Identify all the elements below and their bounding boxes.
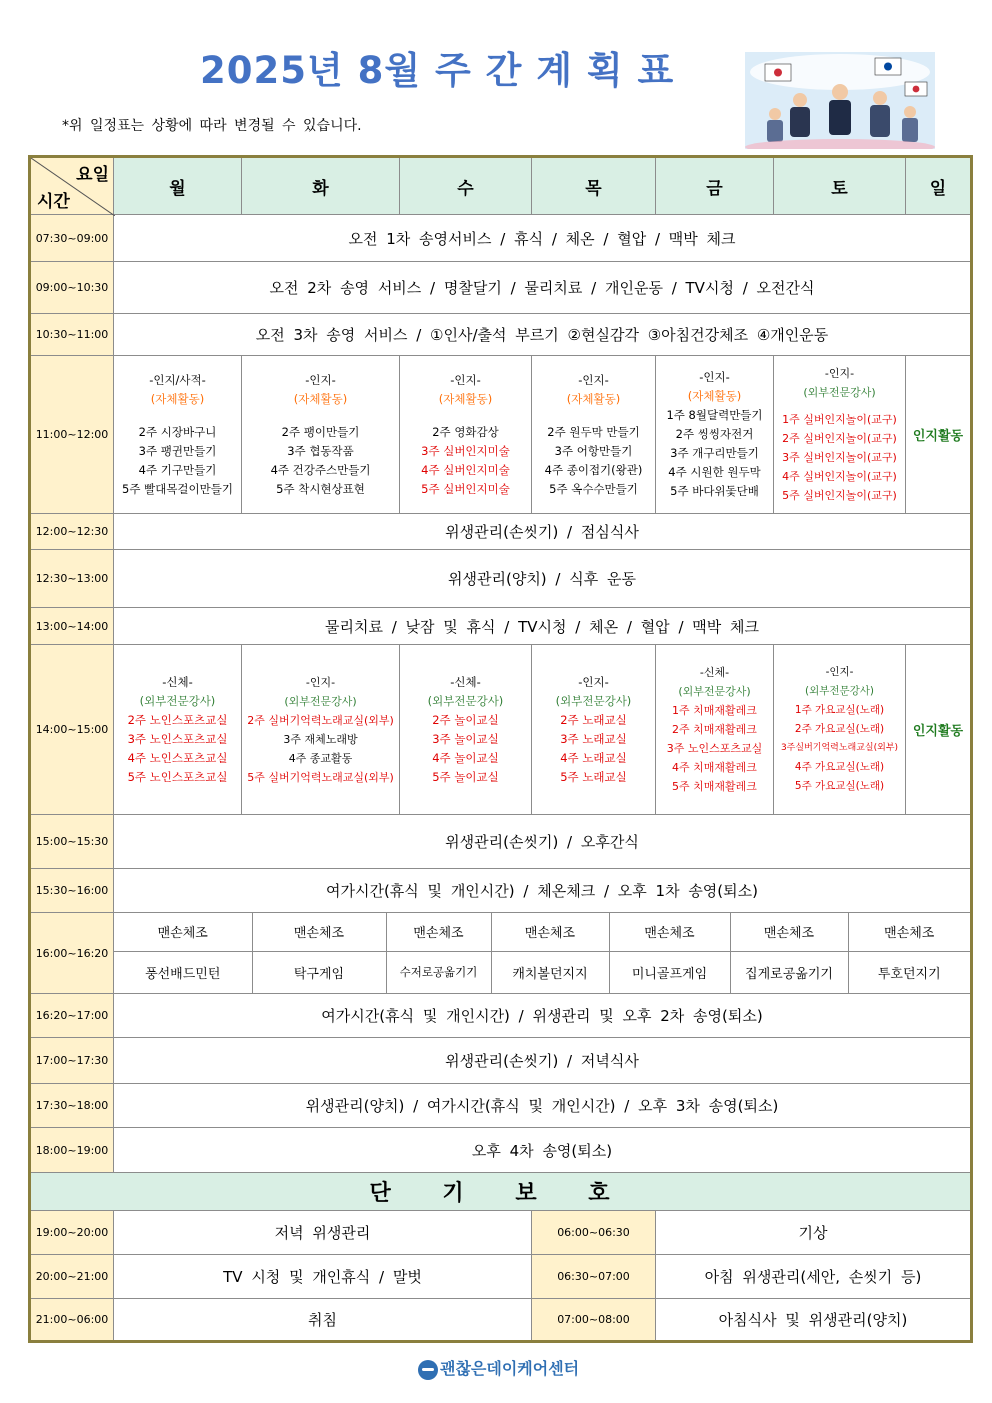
program-item: 4주 실버인지미술: [421, 462, 510, 477]
program-wed-pm: [400, 645, 532, 815]
activity-row: 여가시간(휴식 및 개인시간) / 체온체크 / 오후 1차 송영(퇴소): [114, 869, 972, 913]
program-item: 4주 노래교실: [560, 750, 627, 765]
corner-day-label: 요일: [76, 165, 109, 185]
program-category: -인지-: [305, 372, 336, 387]
program-item: 3주 실버인지놀이(교구): [782, 451, 897, 464]
center-name: 괜찮은데이케어센터: [440, 1359, 580, 1378]
activity-row: 아침식사 및 위생관리(양치): [656, 1299, 972, 1342]
liberation-day-illustration: [745, 52, 935, 149]
activity-row: 저녁 위생관리: [114, 1211, 532, 1255]
program-tue-am: [242, 356, 400, 514]
program-item: 3주 어항만들기: [554, 443, 633, 458]
program-tue-pm: [242, 645, 400, 815]
program-item: 4주 시원한 원두막: [668, 465, 761, 479]
time-slot: 15:00~15:30: [30, 815, 114, 869]
program-item: 4주 기구만들기: [138, 462, 217, 477]
program-item: 2주 영화감상: [432, 424, 499, 439]
program-item: 5주 노인스포츠교실: [127, 769, 228, 784]
program-item: 5주 착시현상표현: [276, 481, 365, 496]
day-mon: 월: [114, 157, 242, 215]
program-wed-am: [400, 356, 532, 514]
program-item: 3주 협동작품: [287, 443, 354, 458]
program-item: 5주 빨대목걸이만들기: [122, 481, 233, 496]
weekly-plan-table: [28, 155, 973, 1343]
time-slot: 07:30~09:00: [30, 215, 114, 262]
time-slot: 17:00~17:30: [30, 1038, 114, 1084]
corner-header: [30, 157, 114, 215]
program-thu-am: [532, 356, 656, 514]
program-item: 1주 8월달력만들기: [666, 408, 763, 422]
program-sat-am: [774, 356, 906, 514]
program-item: 4주 치매재활레크: [672, 761, 757, 774]
program-type: (자체활동): [566, 391, 621, 406]
activity-row: 위생관리(손씻기) / 저녁식사: [114, 1038, 972, 1084]
program-sun-pm: 인지활동: [906, 645, 972, 815]
day-fri: 금: [656, 157, 774, 215]
program-item: 3주 노래교실: [560, 731, 627, 746]
program-item: 5주 가요교실(노래): [794, 780, 885, 792]
program-item: 1주 가요교실(노래): [794, 704, 885, 716]
program-item: 2주 가요교실(노래): [794, 723, 885, 735]
game-item: 탁구게임: [252, 951, 386, 993]
program-item: 1주 실버인지놀이(교구): [782, 413, 897, 426]
program-item: 3주 팽귄만들기: [138, 443, 217, 458]
time-slot: 21:00~06:00: [30, 1299, 114, 1342]
time-slot: 06:30~07:00: [532, 1255, 656, 1299]
activity-row: 물리치료 / 낮잠 및 휴식 / TV시청 / 체온 / 혈압 / 맥박 체크: [114, 608, 972, 645]
program-item: 2주 팽이만들기: [281, 424, 360, 439]
program-item: 3주실버기억력노래교실(외부): [780, 743, 899, 753]
program-item: 4주 실버인지놀이(교구): [782, 470, 897, 483]
exercise-item: 맨손체조: [730, 913, 848, 951]
program-category: -신체-: [162, 674, 193, 689]
time-slot: 18:00~19:00: [30, 1128, 114, 1173]
game-item: 미니골프게임: [609, 951, 730, 993]
game-item: 풍선배드민턴: [114, 951, 252, 993]
game-item: 집게로공옮기기: [730, 951, 848, 993]
time-slot: 12:00~12:30: [30, 514, 114, 550]
activity-row: 오전 2차 송영 서비스 / 명찰달기 / 물리치료 / 개인운동 / TV시청 / 오전간식: [114, 262, 972, 314]
program-fri-pm: [656, 645, 774, 815]
program-item: 5주 바다위돛단배: [670, 484, 759, 498]
program-item: 2주 원두막 만들기: [547, 424, 640, 439]
exercise-item: 맨손체조: [386, 913, 491, 951]
center-logo-icon: [418, 1360, 438, 1380]
program-item: 4주 놀이교실: [432, 750, 499, 765]
activity-row: TV 시청 및 개인휴식 / 말벗: [114, 1255, 532, 1299]
program-type: (자체활동): [687, 389, 742, 403]
program-type: (자체활동): [293, 391, 348, 406]
program-item: 5주 옥수수만들기: [549, 481, 638, 496]
program-item: 2주 놀이교실: [432, 712, 499, 727]
time-slot: 13:00~14:00: [30, 608, 114, 645]
exercise-item: 맨손체조: [609, 913, 730, 951]
program-category: -인지-: [578, 674, 609, 689]
activity-row: 오전 3차 송영 서비스 / ①인사/출석 부르기 ②현실감각 ③아침건강체조 ④개인운동: [114, 314, 972, 356]
program-item: 5주 실버기억력노래교실(외부): [247, 770, 394, 784]
program-sun-am: 인지활동: [906, 356, 972, 514]
program-category: -인지-: [825, 666, 854, 678]
program-item: 3주 노인스포츠교실: [127, 731, 228, 746]
program-category: -인지/사적-: [149, 372, 206, 387]
center-logo: [418, 1356, 579, 1380]
program-category: -인지-: [305, 675, 336, 689]
program-item: 2주 노인스포츠교실: [127, 712, 228, 727]
time-slot: 14:00~15:00: [30, 645, 114, 815]
program-item: 3주 개구리만들기: [670, 446, 759, 460]
program-type: (외부전문강사): [678, 685, 751, 698]
program-sat-pm: [774, 645, 906, 815]
activity-row: 아침 위생관리(세안, 손씻기 등): [656, 1255, 972, 1299]
program-item: 2주 실버기억력노래교실(외부): [247, 713, 394, 727]
program-item: 5주 치매재활레크: [672, 780, 757, 793]
program-item: 2주 시장바구니: [138, 424, 217, 439]
activity-row: 기상: [656, 1211, 972, 1255]
day-wed: 수: [400, 157, 532, 215]
time-slot: 15:30~16:00: [30, 869, 114, 913]
activity-row: 오전 1차 송영서비스 / 휴식 / 체온 / 혈압 / 맥박 체크: [114, 215, 972, 262]
activity-row: 위생관리(손씻기) / 점심식사: [114, 514, 972, 550]
corner-time-label: 시간: [37, 192, 70, 212]
program-type: (외부전문강사): [555, 693, 632, 708]
activity-row: 오후 4차 송영(퇴소): [114, 1128, 972, 1173]
time-slot: 19:00~20:00: [30, 1211, 114, 1255]
time-slot: 16:20~17:00: [30, 994, 114, 1038]
time-slot: 10:30~11:00: [30, 314, 114, 356]
program-item: 4주 노인스포츠교실: [127, 750, 228, 765]
time-slot: 09:00~10:30: [30, 262, 114, 314]
program-item: 4주 종교활동: [288, 751, 353, 765]
program-category: -인지-: [824, 367, 855, 380]
program-item: 3주 실버인지미술: [421, 443, 510, 458]
day-thu: 목: [532, 157, 656, 215]
day-sat: 토: [774, 157, 906, 215]
program-item: 2주 씽씽자전거: [675, 427, 754, 441]
time-slot: 07:00~08:00: [532, 1299, 656, 1342]
program-type: (외부전문강사): [427, 693, 504, 708]
program-item: 5주 실버인지미술: [421, 481, 510, 496]
program-item: 4주 건강주스만들기: [270, 462, 371, 477]
program-mon-am: [114, 356, 242, 514]
time-slot: 16:00~16:20: [30, 913, 114, 994]
program-category: -신체-: [699, 666, 730, 679]
time-slot: 12:30~13:00: [30, 550, 114, 608]
day-tue: 화: [242, 157, 400, 215]
program-type: (자체활동): [150, 391, 205, 406]
program-thu-pm: [532, 645, 656, 815]
page-title: 2025년 8월 주 간 계 획 표: [200, 49, 675, 92]
exercise-item: 맨손체조: [491, 913, 609, 951]
activity-row: 위생관리(양치) / 식후 운동: [114, 550, 972, 608]
program-item: 3주 놀이교실: [432, 731, 499, 746]
program-item: 5주 노래교실: [560, 769, 627, 784]
program-category: -신체-: [450, 674, 481, 689]
program-type: (외부전문강사): [139, 693, 216, 708]
program-item: 3주 노인스포츠교실: [666, 742, 763, 755]
program-item: 5주 실버인지놀이(교구): [782, 489, 897, 502]
program-type: (외부전문강사): [804, 685, 875, 697]
game-item: 캐치볼던지지: [491, 951, 609, 993]
activity-row: 여가시간(휴식 및 개인시간) / 위생관리 및 오후 2차 송영(퇴소): [114, 994, 972, 1038]
time-slot: 06:00~06:30: [532, 1211, 656, 1255]
program-category: -인지-: [699, 370, 730, 384]
program-item: 3주 재체노래방: [283, 732, 358, 746]
day-sun: 일: [906, 157, 972, 215]
exercise-item: 맨손체조: [252, 913, 386, 951]
activity-row: 취침: [114, 1299, 532, 1342]
schedule-note: *위 일정표는 상황에 따라 변경될 수 있습니다.: [62, 118, 362, 134]
program-category: -인지-: [578, 372, 609, 387]
program-type: (외부전문강사): [803, 386, 876, 399]
program-fri-am: [656, 356, 774, 514]
program-item: 1주 치매재활레크: [672, 704, 757, 717]
exercise-item: 맨손체조: [114, 913, 252, 951]
game-item: 수저로공옮기기: [386, 951, 491, 993]
program-item: 2주 치매재활레크: [672, 723, 757, 736]
program-item: 4주 가요교실(노래): [794, 761, 885, 773]
program-type: (자체활동): [438, 391, 493, 406]
activity-row: 위생관리(양치) / 여가시간(휴식 및 개인시간) / 오후 3차 송영(퇴소): [114, 1084, 972, 1128]
program-item: 2주 실버인지놀이(교구): [782, 432, 897, 445]
exercise-item: 맨손체조: [848, 913, 970, 951]
activity-row: 위생관리(손씻기) / 오후간식: [114, 815, 972, 869]
exercise-grid: [114, 913, 972, 994]
time-slot: 20:00~21:00: [30, 1255, 114, 1299]
time-slot: 17:30~18:00: [30, 1084, 114, 1128]
program-item: 4주 종이접기(왕관): [544, 462, 643, 477]
game-item: 투호던지기: [848, 951, 970, 993]
program-item: 2주 노래교실: [560, 712, 627, 727]
program-type: (외부전문강사): [284, 694, 357, 708]
time-slot: 11:00~12:00: [30, 356, 114, 514]
program-mon-pm: [114, 645, 242, 815]
program-item: 5주 놀이교실: [432, 769, 499, 784]
short-term-care-title: 단 기 보 호: [30, 1173, 972, 1211]
program-category: -인지-: [450, 372, 481, 387]
